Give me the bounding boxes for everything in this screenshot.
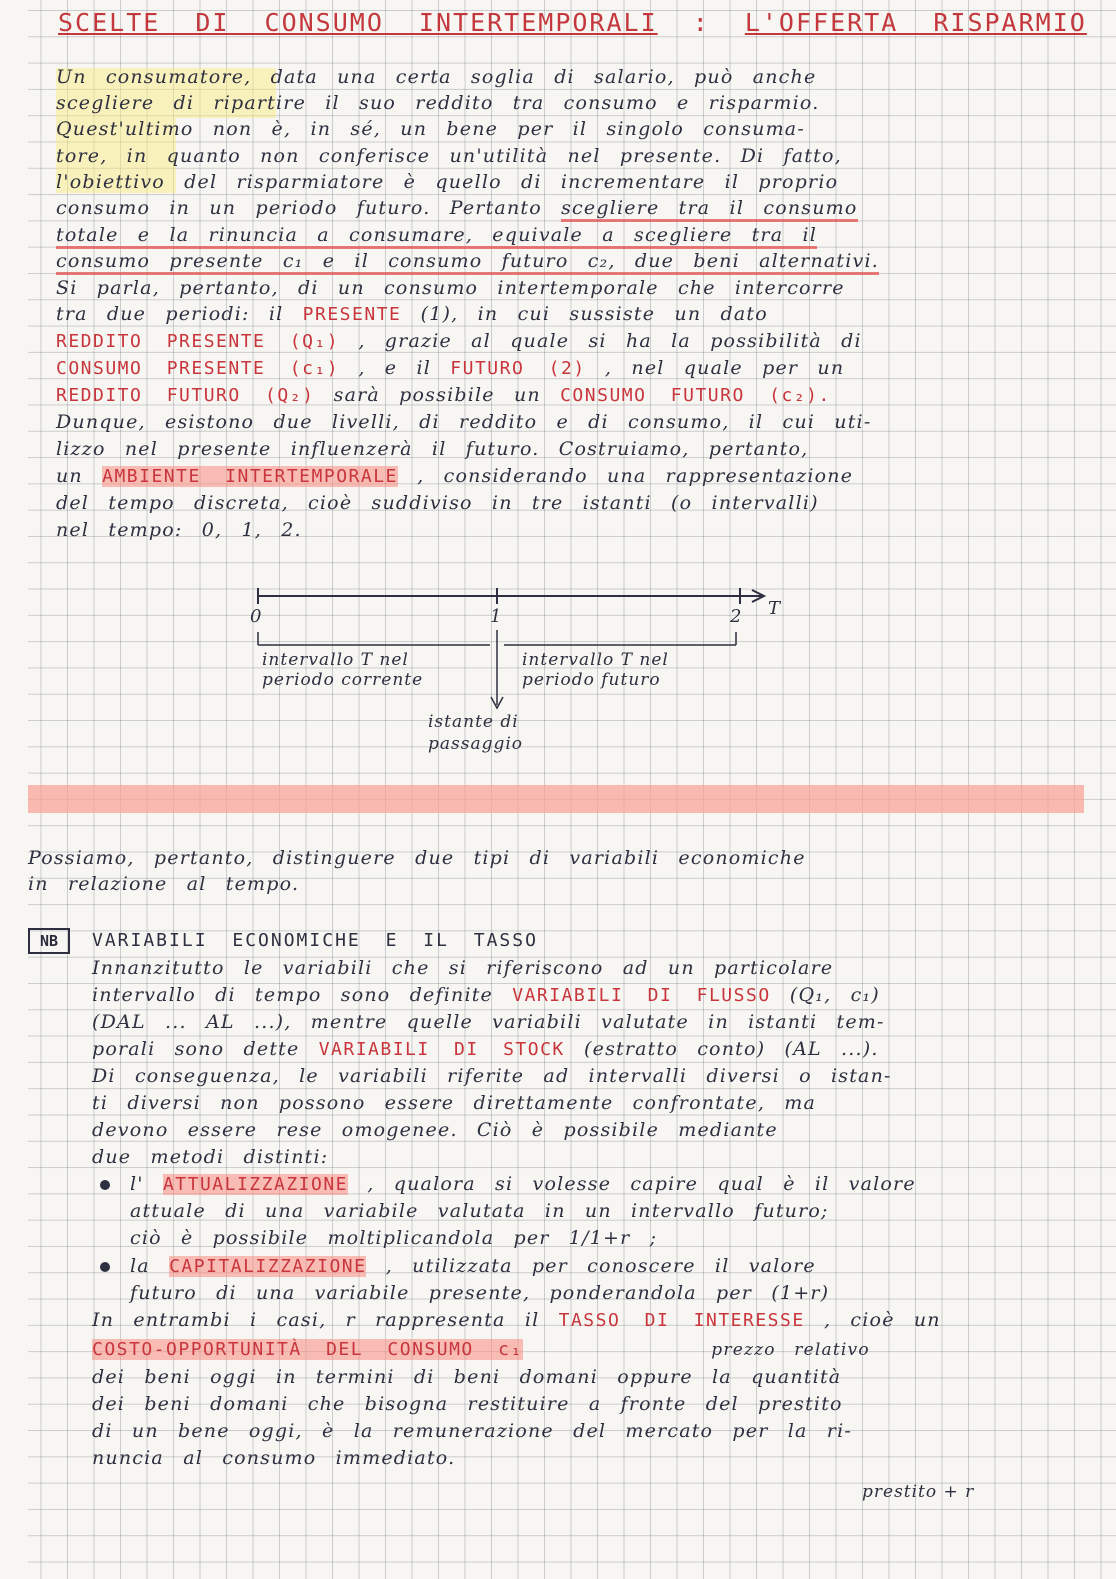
paragraph1-line: Quest'ultimo non è, in sé, un bene per il singolo consuma- xyxy=(56,118,805,140)
term-variabili-flusso: VARIABILI DI FLUSSO xyxy=(512,985,771,1006)
text-span: prezzo relativo xyxy=(711,1340,870,1360)
right-interval-label: intervallo T nel xyxy=(522,650,669,670)
bullet-dot xyxy=(100,1180,110,1190)
term-attualizzazione: ATTUALIZZAZIONE xyxy=(162,1174,349,1195)
text-span: la xyxy=(130,1255,150,1277)
paragraph1-line: tore, in quanto non conferisce un'utilità nel presente. Di fatto, xyxy=(56,145,842,167)
nb-line: due metodi distinti: xyxy=(92,1146,329,1168)
text-span: (estratto conto) (AL ...). xyxy=(584,1038,879,1060)
text-span: intervallo di tempo sono definite xyxy=(92,984,493,1006)
bullet-dot xyxy=(100,1262,110,1272)
term-consumo-presente: CONSUMO PRESENTE (c₁) xyxy=(56,358,340,379)
text-span: In entrambi i casi, r rappresenta il xyxy=(92,1309,540,1331)
term-reddito-presente: REDDITO PRESENTE (Q₁) xyxy=(56,331,340,352)
text-span: tra due periodi: il xyxy=(56,303,284,325)
nb-line xyxy=(92,1036,1092,1063)
paragraph1-text: consumo in un periodo futuro. Pertanto xyxy=(56,197,542,219)
nb-line xyxy=(92,1307,1092,1334)
text-span: , grazie al quale si ha la possibilità di xyxy=(358,330,862,352)
text-span: , utilizzata per conoscere il valore xyxy=(385,1255,816,1277)
text-span: , e il xyxy=(358,357,432,379)
transition-label: istante di xyxy=(428,712,519,732)
transition-label: passaggio xyxy=(428,734,524,754)
tick-label-1: 1 xyxy=(490,606,503,627)
nb-box: NB xyxy=(28,928,70,954)
term-variabili-stock: VARIABILI DI STOCK xyxy=(318,1039,565,1060)
bullet-line: attuale di una variabile valutata in un intervallo futuro; xyxy=(130,1200,829,1222)
emphasis-underline: consumo presente c₁ e il consumo futuro c₂, due beni alternativi. xyxy=(56,250,879,275)
term-costo-opportunita: COSTO-OPPORTUNITÀ DEL CONSUMO c₁ xyxy=(92,1339,523,1360)
paragraph2-line: Dunque, esistono due livelli, di reddito e di consumo, il cui uti- xyxy=(56,411,872,433)
term-capitalizzazione: CAPITALIZZAZIONE xyxy=(169,1256,367,1277)
term-tasso-interesse: TASSO DI INTERESSE xyxy=(558,1310,805,1331)
nb-line xyxy=(92,1336,1092,1363)
bullet-line: ciò è possibile moltiplicandola per 1/1+r ; xyxy=(130,1227,658,1249)
title-separator: : xyxy=(692,8,710,37)
nb-heading: VARIABILI ECONOMICHE E IL TASSO xyxy=(92,930,538,951)
paragraph2-line: del tempo discreta, cioè suddiviso in tre istanti (o intervalli) xyxy=(56,492,819,514)
text-span: porali sono dette xyxy=(92,1038,300,1060)
term-futuro: FUTURO (2) xyxy=(450,358,586,379)
nb-line: Di conseguenza, le variabili riferite ad intervalli diversi o istan- xyxy=(92,1065,892,1087)
left-interval-label: periodo corrente xyxy=(262,670,424,690)
term-reddito-futuro: REDDITO FUTURO (Q₂) xyxy=(56,385,315,406)
paragraph2-line: nel tempo: 0, 1, 2. xyxy=(56,519,302,541)
paragraph3-line: Possiamo, pertanto, distinguere due tipi di variabili economiche xyxy=(28,847,806,869)
bullet-line xyxy=(130,1171,1116,1198)
left-interval-label: intervallo T nel xyxy=(262,650,409,670)
text-span: , considerando una rappresentazione xyxy=(417,465,854,487)
tick-label-0: 0 xyxy=(250,606,263,627)
paragraph2-line: lizzo nel presente influenzerà il futuro. Costruiamo, pertanto, xyxy=(56,438,809,460)
term-ambiente-intertemporale: AMBIENTE INTERTEMPORALE xyxy=(102,466,398,487)
footnote: prestito + r xyxy=(862,1482,975,1502)
nb-line: dei beni domani che bisogna restituire a fronte del prestito xyxy=(92,1393,843,1415)
text-span: (Q₁, c₁) xyxy=(789,984,880,1006)
text-span: , nel quale per un xyxy=(604,357,845,379)
paragraph1-line: l'obiettivo del risparmiatore è quello di incrementare il proprio xyxy=(56,171,839,193)
emphasis-underline: scegliere tra il consumo xyxy=(561,197,857,222)
term-consumo-futuro: CONSUMO FUTURO (c₂). xyxy=(560,385,831,406)
nb-line: devono essere rese omogenee. Ciò è possibile mediante xyxy=(92,1119,778,1141)
bullet-line: futuro di una variabile presente, ponderandola per (1+r) xyxy=(130,1282,830,1304)
paragraph3-line: in relazione al tempo. xyxy=(28,873,300,895)
text-span: , qualora si volesse capire qual è il valore xyxy=(367,1173,916,1195)
tick-label-2: 2 xyxy=(730,606,743,627)
right-interval-label: periodo futuro xyxy=(522,670,661,690)
text-span: l' xyxy=(130,1173,144,1195)
paragraph1-line: scegliere di ripartire il suo reddito tra consumo e risparmio. xyxy=(56,92,820,114)
text-span: , cioè un xyxy=(823,1309,941,1331)
nb-line: (DAL ... AL ...), mentre quelle variabili valutate in istanti tem- xyxy=(92,1011,885,1033)
emphasis-underline: totale e la rinuncia a consumare, equivale a scegliere tra il xyxy=(56,224,817,249)
paragraph1-line: Un consumatore, data una certa soglia di salario, può anche xyxy=(56,66,817,88)
nb-line: Innanzitutto le variabili che si riferiscono ad un particolare xyxy=(92,957,834,979)
title-part2: L'OFFERTA RISPARMIO xyxy=(744,8,1087,37)
text-span: un xyxy=(56,465,83,487)
bullet-line xyxy=(130,1253,1116,1280)
nb-line: di un bene oggi, è la remunerazione del mercato per la ri- xyxy=(92,1420,852,1442)
nb-line: ti diversi non possono essere direttamente confrontate, ma xyxy=(92,1092,817,1114)
nb-line xyxy=(92,982,1092,1009)
highlight-separator xyxy=(28,785,1084,813)
axis-label-t: T xyxy=(768,598,782,619)
text-span: sarà possibile un xyxy=(333,384,541,406)
text-span: (1), in cui sussiste un dato xyxy=(420,303,768,325)
nb-line: dei beni oggi in termini di beni domani oppure la quantità xyxy=(92,1366,842,1388)
nb-line: nuncia al consumo immediato. xyxy=(92,1447,456,1469)
paragraph2-line: Si parla, pertanto, di un consumo intertemporale che intercorre xyxy=(56,277,845,299)
title-part1: SCELTE DI CONSUMO INTERTEMPORALI xyxy=(58,8,658,37)
term-presente: PRESENTE xyxy=(302,304,402,325)
